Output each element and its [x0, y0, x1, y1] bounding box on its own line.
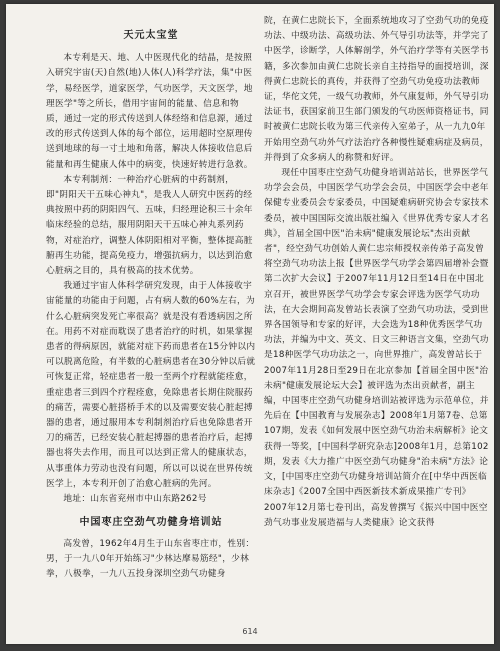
paragraph: 现任中国枣庄空劲气功健身培训站站长，世界医学气功学会会员，中国医学气功学会会员，中国医学会中老年保健专业委员会专家委员，中国疑难病研究协会专家技术委员，被中国国际交流出版社编入《世界优秀专家人才名典》，首届全国中医"治未病"健康发展论坛"杰出贡献者"，经空劲气功创始人黄仁忠宗师授权亲传弟子高发曾将空劲气功功法上报【世界医学气功学会第四届增补会暨第二次扩大会议】于2007年11月12日至14日在中国北京召开，被世界医学气功学会专家会评选为医学气功功法，在大会期间高发曾站长表演了空劲气功功法，受到世界各国领导和专家的好评，大会选为18种优秀医学气功功法，并编为中文、英文、日文三种语言文集，空劲气功是18种医学气功功法之一，向世界推广，高发曾站长于2007年11月28日至29日在北京参加【首届全国中医"治未病"健康发展论坛大会】被评选为杰出贡献者，副主编，中国枣庄空劲气功健身培训站被评选为示范单位，并先后在【中国教育与发展杂志】2008年1月第7卷、总第107期，发表《如何发展中医空劲气功治未病解析》论文获得一等奖，[中国科学研究杂志]2008年1月，总第102期，发表《大力推广中医空劲气功健身"治未病"方法》论文，[中国枣庄空劲气功健身培训站简介在[中华中西医临床杂志]《2007全国中西医新技术新成果推广专刊》2007年12月第七卷刊出，高发曾撰写《振兴中国中医空劲气功事业发展造福与人类健康》论文获得 — [264, 168, 489, 528]
paragraph: 本专利是天、地、人中医现代化的结晶，是按照入研究宇宙(天)自然(地)人体(人)科学疗法，集"中医学，易经医学，道家医学，气功医学，天文医学，地理医学"等之所长，借用宇宙间的能量、信息和物质，通过一定的形式传送到人体经络和信息源，通过改的形式传送到人体的每个部位，运用超时空原理传送到地球的每一寸土地和角落，解决人体接收信息后能量和再生健康人体中的病变，快速好转进行急救。 — [46, 53, 253, 170]
paragraph: 院，在黄仁忠院长下，全面系统地攻习了空劲气功的免疫功法、中级功法、高级功法、外气导引功法等，并学完了中医学，诊断学，人体解剖学，外气治疗学等有关医学书籍，多次参加由黄仁忠院长亲自主持指导的面授培训，深得黄仁忠院长的真传，并获得了空劲气功免疫功法教师证，华佗文凭，一级气功教师，外气康复师，外气导引功法证书，获国家前卫生部门颁发的气功医师资格证书，同时被黄仁忠院长收为第三代亲传入室弟子，从一九九0年开始用空劲气功外气疗法治疗各种慢性疑难病症及病员，并得到了众多病人的称赞和好评。 — [264, 16, 489, 163]
document-page — [6, 4, 494, 644]
right-column — [264, 14, 490, 531]
paragraph: 我通过宇宙人体科学研究发现，由于人体接收宇宙能量的功能由于问题，占有病人数的60%左右，为什么心脏病突发死亡率很高？就是没有看透病因之所在。用药不对症而耽误了患者治疗的时机，如果掌握患者的得病原因，就能对症下药而患者在15分钟以内可以脱离危险，有半数的心脏病患者在30分钟以后就可恢复正常，轻症患者一般一至两个疗程就能痊愈，重症患者三到四个疗程痊愈，免除患者长期住院服药的痛苦，需要心脏搭桥手术的以及需要安装心脏起搏器的患者，通过服用本专利制剂治疗后也免除患者开刀的痛苦，已经安装心脏起搏器的患者治疗后，起搏器也将失去作用，而且可以达到正常人的健康状态，从事重体力劳动也没有问题，所以可以说在世界传统医学上，本专利开创了治愈心脏病的先河。 — [46, 281, 256, 489]
article-title: 天元太宝堂 — [123, 30, 179, 41]
article-title: 中国枣庄空劲气功健身培训站 — [79, 517, 223, 529]
paragraph: 本专利制剂：一种治疗心脏病的中药制剂，即"阴阳天干五味心神丸"，是我人人研究中医药的经典按照中药的阴阳四气、五味，归经理论积三十余年临床经验的总结，服用阴阳天干五味心神丸系列药物，对症治疗，调整人体阴阳相对平衡，整体提高脏腑再生功能，提高免疫力，增强抗病力，以达到治愈心脏病之目的，具有极高的技术优势。 — [46, 174, 253, 277]
address: 地址：山东省兖州市中山东路262号 — [63, 494, 207, 505]
left-column — [46, 22, 256, 582]
page-number: 614 — [242, 627, 258, 636]
paragraph: 高发曾，1962年4月生于山东省枣庄市，性别：男，于一九八0年开始练习"少林达摩易筋经"，少林拳，八极拳，一九八五投身深圳空劲气功健身 — [46, 538, 255, 579]
